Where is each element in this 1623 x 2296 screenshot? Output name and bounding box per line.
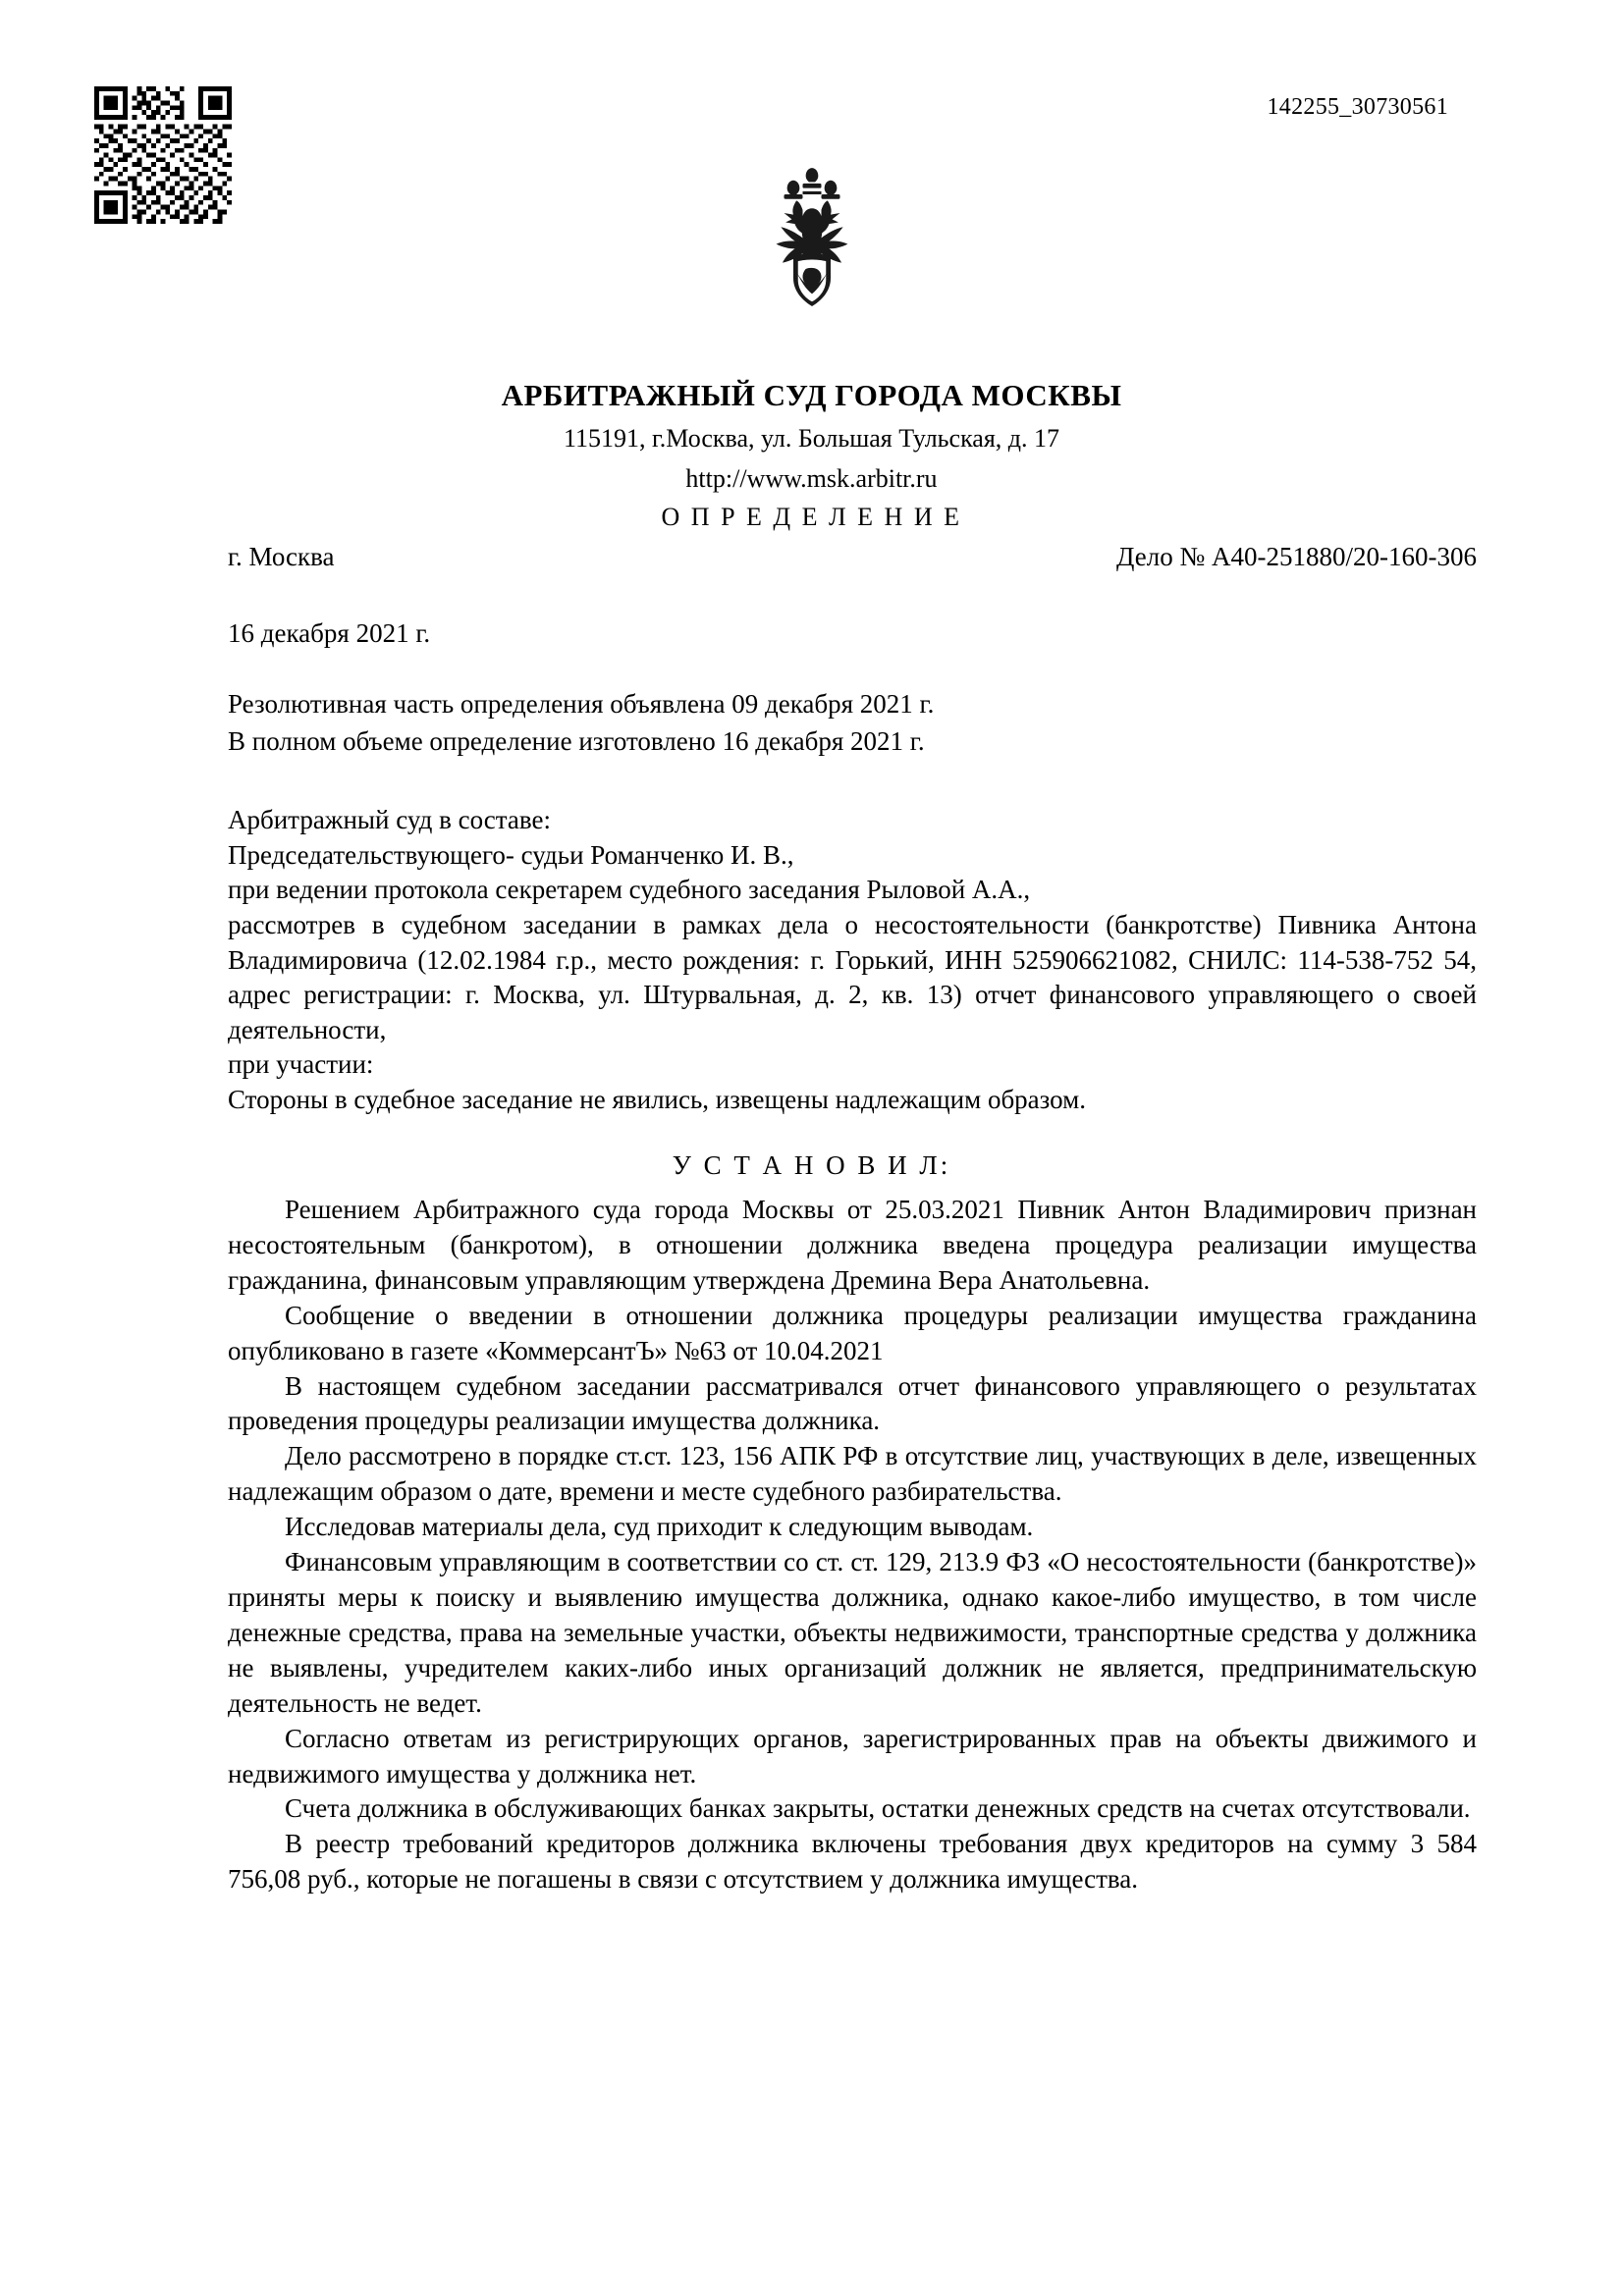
court-composition-block: [228, 803, 1477, 1118]
paragraph: В настоящем судебном заседании рассматривался отчет финансового управляющего о результатах проведения процедуры реализации имущества должника.: [228, 1370, 1477, 1436]
announcement-block: [228, 687, 1477, 761]
paragraph: Согласно ответам из регистрирующих органов, зарегистрированных прав на объекты движимого и недвижимого имущества у должника нет.: [228, 1723, 1477, 1789]
resolution-announced-line: Резолютивная часть определения объявлена 09 декабря 2021 г.: [228, 689, 935, 719]
composition-line-6: Стороны в судебное заседание не явились, извещены надлежащим образом.: [228, 1085, 1086, 1114]
composition-line-4: рассмотрев в судебном заседании в рамках дела о несостоятельности (банкротстве) Пивника Антона Владимировича (12.02.1984 г.р., место рождения: г. Горький, ИНН 525906621082, СНИЛС: 114-538-752 54, адрес регистрации: г. Москва, ул. Штурвальная, д. 2, кв. 13) отчет финансового управляющего о своей деятельности,: [228, 909, 1477, 1044]
city-label: г. Москва: [228, 542, 335, 571]
city-case-row: [228, 542, 1477, 572]
decision-date-text: 16 декабря 2021 г.: [228, 618, 431, 648]
paragraph: Дело рассмотрено в порядке ст.ст. 123, 156 АПК РФ в отсутствие лиц, участвующих в деле, извещенных надлежащим образом о дате, времени и месте судебного разбирательства.: [228, 1441, 1477, 1507]
paragraph: Счета должника в обслуживающих банках закрыты, остатки денежных средств на счетах отсутствовали.: [285, 1793, 1471, 1824]
court-address: 115191, г.Москва, ул. Большая Тульская, д. 17: [563, 424, 1060, 453]
paragraph: Сообщение о введении в отношении должника процедуры реализации имущества гражданина опубликовано в газете «КоммерсантЪ» №63 от 10.04.2021: [228, 1300, 1477, 1365]
document-type: О П Р Е Д Е Л Е Н И Е: [661, 503, 962, 531]
composition-line-5: при участии:: [228, 1049, 374, 1080]
court-title: АРБИТРАЖНЫЙ СУД ГОРОДА МОСКВЫ: [501, 378, 1122, 412]
paragraph: Решением Арбитражного суда города Москвы от 25.03.2021 Пивник Антон Владимирович признан несостоятельным (банкротом), в отношении должника введена процедура реализации имущества гражданина, финансовым управляющим утверждена Дремина Вера Анатольевна.: [228, 1195, 1477, 1295]
full-text-made-line: В полном объеме определение изготовлено 16 декабря 2021 г.: [228, 725, 925, 756]
main-text-body: [228, 1193, 1477, 1897]
paragraph: Исследовав материалы дела, суд приходит к следующим выводам.: [285, 1512, 1034, 1542]
document-number: 142255_30730561: [1267, 94, 1448, 120]
paragraph: В реестр требований кредиторов должника включены требования двух кредиторов на сумму 3 584 756,08 руб., которые не погашены в связи с отсутствием у должника имущества.: [228, 1829, 1477, 1895]
composition-line-2: Председательствующего- судьи Романченко И. В.,: [228, 839, 794, 870]
composition-line-3: при ведении протокола секретарем судебного заседания Рыловой А.А.,: [228, 875, 1031, 905]
composition-line-1: Арбитражный суд в составе:: [228, 805, 551, 834]
paragraph: Финансовым управляющим в соответствии со ст. ст. 129, 213.9 ФЗ «О несостоятельности (банкротстве)» приняты меры к поиску и выявлению имущества должника, однако какое-либо имущество, в том числе денежные средства, права на земельные участки, объекты недвижимости, транспортные средства у должника не выявлены, учредителем каких-либо иных организаций должник не является, предпринимательскую деятельность не ведет.: [228, 1547, 1477, 1718]
case-number: Дело № А40-251880/20-160-306: [1116, 542, 1477, 571]
decision-date: [228, 616, 1477, 652]
coat-of-arms-icon: [0, 157, 1623, 344]
court-website: http://www.msk.arbitr.ru: [685, 464, 938, 493]
section-heading-ustanovil: У С Т А Н О В И Л:: [672, 1150, 951, 1180]
